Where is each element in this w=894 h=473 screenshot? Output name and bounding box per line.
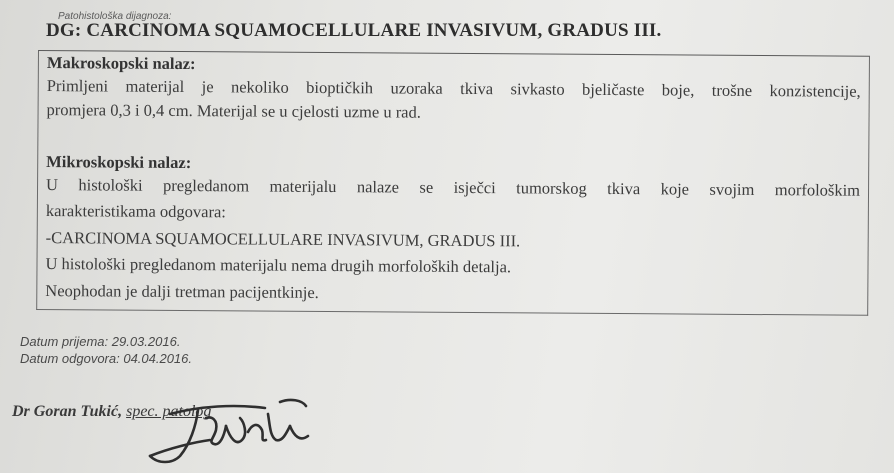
micro-heading: Mikroskopski nalaz: — [46, 152, 192, 173]
micro-line-1-text: U histološki pregledanom materijalu nalaze se isječci tumorskog tkiva koje svojim morfološkim — [45, 175, 861, 200]
micro-line-3: -CARCINOMA SQUAMOCELLULARE INVASIVUM, GRADUS III. — [45, 228, 521, 251]
micro-line-2: karakteristikama odgovara: — [45, 201, 227, 222]
macro-line-1-text: Primljeni materijal je nekoliko bioptičkih uzoraka tkiva sivkasto bjeličaste boje, trošne konzistencije, — [46, 76, 861, 101]
micro-line-5: Neophodan je dalji tretman pacijentkinje. — [45, 281, 319, 302]
macro-line-2: promjera 0,3 i 0,4 cm. Materijal se u cjelosti uzme u rad. — [46, 100, 421, 122]
signer-name: Dr Goran Tukić, — [12, 403, 123, 420]
macro-heading: Makroskopski nalaz: — [46, 53, 196, 74]
findings-box — [36, 50, 870, 316]
handwritten-signature — [140, 396, 340, 472]
date-received: Datum prijema: 29.03.2016. — [20, 334, 181, 349]
diagnosis-title: DG: CARCINOMA SQUAMOCELLULARE INVASIVUM, GRADUS III. — [46, 20, 662, 41]
diagnosis-label: Patohistološka dijagnoza: — [58, 11, 172, 22]
macro-line-1 — [47, 76, 861, 102]
micro-line-4: U histološki pregledanom materijalu nema drugih morfoloških detalja. — [45, 254, 512, 277]
date-answered: Datum odgovora: 04.04.2016. — [20, 351, 193, 366]
micro-line-1 — [46, 175, 860, 201]
dates-block — [20, 333, 192, 367]
signer-title: spec. patolog — [126, 403, 212, 420]
